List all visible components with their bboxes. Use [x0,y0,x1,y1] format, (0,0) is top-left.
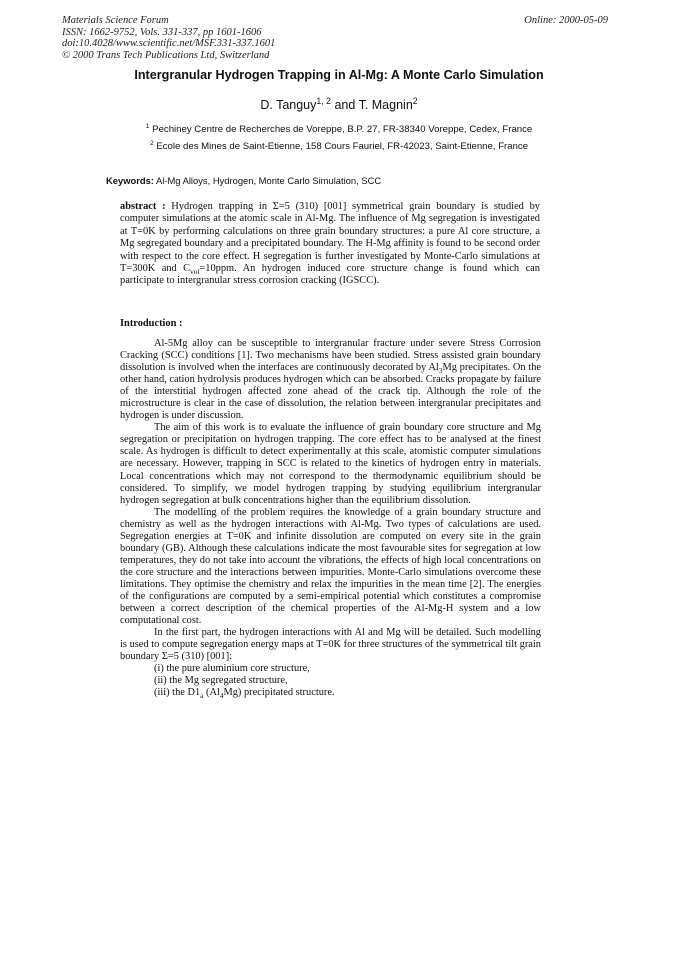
list-item-text-c: Mg) precipitated structure. [223,687,335,699]
affiliation-2-text: Ecole des Mines de Saint-Etienne, 158 Cours Fauriel, FR-42023, Saint-Etienne, France [156,141,529,152]
affiliation-1 [0,124,678,135]
copyright-line: © 2000 Trans Tech Publications Ltd, Switzerland [62,49,270,61]
paragraph-1-text-b: Mg precipitates. On the other hand, cation hydrolysis produces hydrogen which can be absorbed. Cracks propagate by failure of the interstitial hydrogen affected zone ahead of the crack tip. Although the role of the microstructure is clear in the case of dissolution, the relation between intergranular precipitates and hydrogen is under discussion. [120,362,541,422]
affiliation-2 [0,141,678,152]
paragraph-1-subscript: 3 [438,367,443,376]
paragraph-1 [120,338,541,422]
paragraph-2: The aim of this work is to evaluate the influence of grain boundary core structure and Mg segregation or precipitation on hydrogen trapping. The core effect has to be analysed at the finest scale. As hydrogen is difficult to detect experimentally at this scale, atomistic computer simulations are necessary. However, trapping in SCC is related to the kinetics of hydrogen entry in materials. Local concentrations which may not correspond to the thermodynamic equilibrium should be considered. To simplify, we model hydrogen trapping by studying equilibrium intergranular hydrogen segregation at bulk concentrations higher than the equilibrium dissolution. [120,422,541,506]
author-1: D. Tanguy [260,98,317,112]
abstract-text-1: Hydrogen trapping in Σ=5 (310) [001] symmetrical grain boundary is studied by computer simulations at the atomic scale in Al-Mg. The influence of Mg segregation is investigated at T=0K by performing calculations on three grain boundary structures: a pure Al core structure, a Mg segregated boundary and a precipitated boundary. The H-Mg affinity is found to be second order with respect to the core effect. H segregation is further investigated by Monte-Carlo simulations at T=300K and C [120,201,540,275]
list-item: (ii) the Mg segregated structure, [154,675,288,687]
abstract-label: abstract : [120,201,166,212]
list-item-subscript-a: a [200,692,204,701]
keywords [106,175,626,186]
paragraph-1-text-a: Al-5Mg alloy can be susceptible to intergranular fracture under severe Stress Corrosion Cracking (SCC) conditions [1]. Two mechanisms have been studied. Stress assisted grain boundary dissolution is involved when the interfaces are continuously decorated by Al [120,338,541,374]
paper-title: Intergranular Hydrogen Trapping in Al-Mg: A Monte Carlo Simulation [134,68,544,82]
keywords-text: Al-Mg Alloys, Hydrogen, Monte Carlo Simulation, SCC [156,175,382,186]
list-item-text-a: (iii) the D1 [154,687,201,699]
paragraph-3: The modelling of the problem requires the knowledge of a grain boundary structure and chemistry as well as the hydrogen interactions with Al-Mg. Two types of calculations are used. Segregation energies at T=0K and infinite dissolution are computed on every site in the grain boundary (GB). Although these calculations indicate the most favourable sites for segregation at low temperatures, they do not take into account the vibrations, the effects of high local concentrations on the core structure and the interactions between impurities. Monte-Carlo simulations overcome these limitations. They optimise the chemistry and relax the impurities in the mean time [2]. The energies of the configurations are computed by a semi-empirical potential which constitutes a compromise between a correct description of the chemical properties of the Al-Mg-H system and a low computational cost. [120,506,541,627]
list-item-subscript-4: 4 [219,692,224,701]
author-line [0,95,678,112]
affiliation-1-text: Pechiney Centre de Recherches de Voreppe, B.P. 27, FR-38340 Voreppe, Cedex, France [152,124,533,135]
list-item: (i) the pure aluminium core structure, [154,663,310,675]
author-and: and [331,98,359,112]
issn-line: ISSN: 1662-9752, Vols. 331-337, pp 1601-1606 [62,26,262,38]
list-item-text-b: (Al [203,687,220,699]
abstract [120,201,540,288]
section-heading-introduction: Introduction : [120,318,183,329]
keywords-label: Keywords: [106,175,154,186]
author-2: T. Magnin [358,98,413,112]
paragraph-4: In the first part, the hydrogen interactions with Al and Mg will be detailed. Such modelling is used to compute segregation energy maps at T=0K for three structures of the symmetrical tilt grain boundary Σ=5 (310) [001]: [120,627,541,663]
author-2-affil: 2 [412,95,418,106]
abstract-subscript: vol [190,268,200,277]
author-1-affil: 1, 2 [316,95,331,106]
journal-header [62,15,275,61]
structure-list [120,663,541,699]
list-item [154,687,541,699]
affiliation-2-num: 2 [149,139,154,147]
online-date: Online: 2000-05-09 [524,15,608,26]
body-text [120,338,541,699]
journal-name: Materials Science Forum [62,15,169,26]
abstract-text-2: =10ppm. An hydrogen induced core structure change is found which can participate to intergranular stress corrosion cracking (IGSCC). [120,263,540,287]
affiliation-1-num: 1 [145,122,150,130]
doi-link[interactable]: doi:10.4028/www.scientific.net/MSF.331-337.1601 [62,38,276,49]
